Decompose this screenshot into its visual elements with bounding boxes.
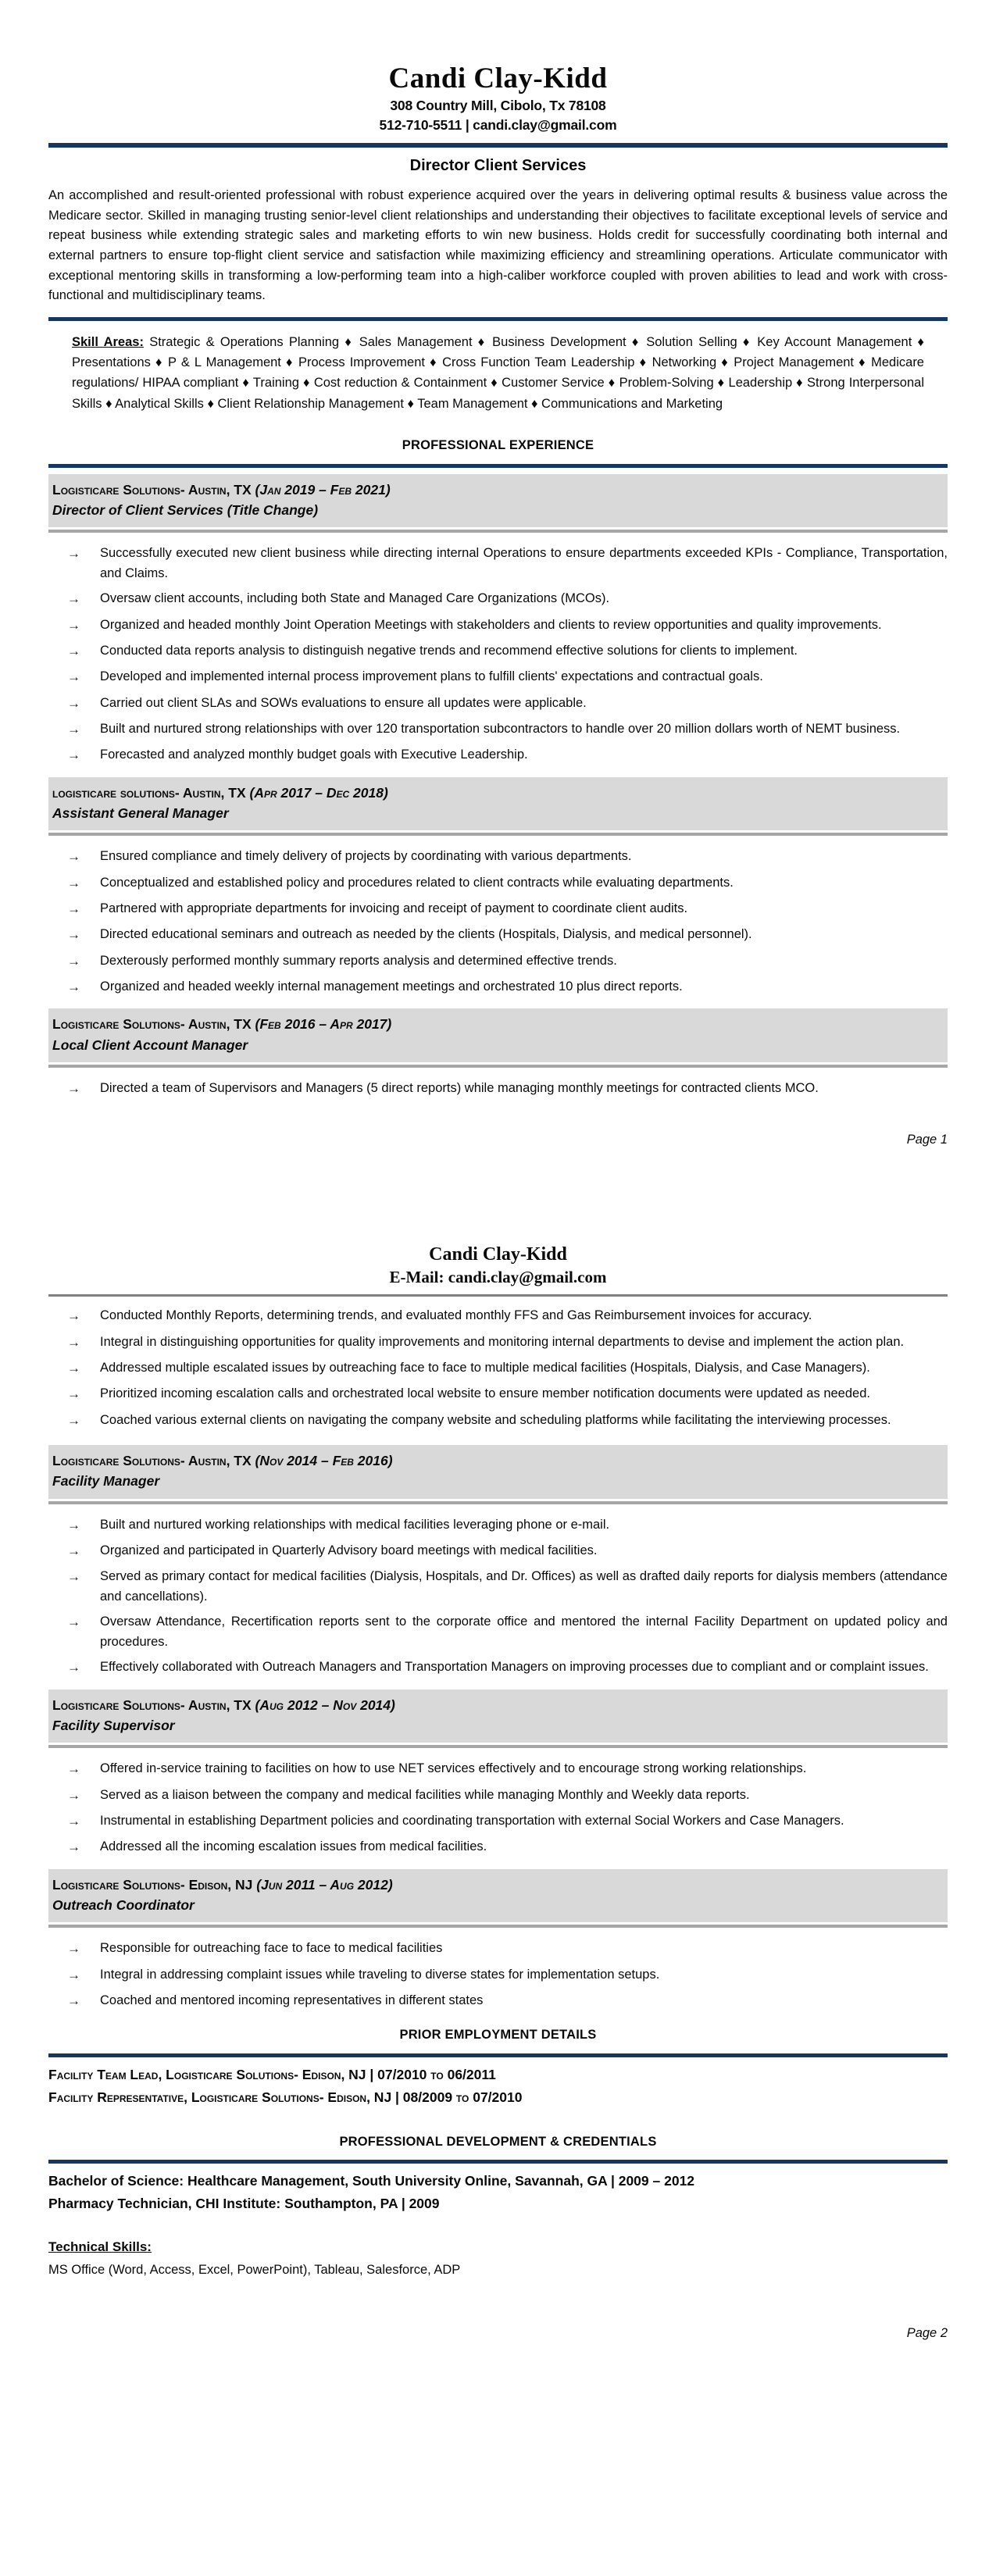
summary-paragraph: An accomplished and result-oriented professional with robust experience acquired over the years in delivering optimal results & business value across the Medicare sector. Skilled in managing trusting senior-level client relationships and understanding their objectives to facilitate exceptional levels of service and repeat business while extending strategic sales and marketing efforts to win new business. Holds credit for successfully coordinating both internal and external partners to ensure top-flight client service and satisfaction while maximizing efficiency and streamlining operations. Articulate communicator with exceptional mentoring skills in transforming a low-performing team into a high-caliber workforce coupled with proven abilities to lead and work with cross-functional and multidisciplinary teams. [48,188,948,303]
job-header-underline [48,530,948,533]
bullet-text: Coached various external clients on navigating the company website and scheduling platforms while facilitating the interviewing processes. [100,1412,891,1427]
job-header-underline [48,1925,948,1928]
arrow-bullet-icon: → [67,953,80,969]
job-company-line [52,783,940,803]
arrow-bullet-icon: → [67,1787,80,1803]
page2-header [48,1243,948,1297]
arrow-bullet-icon: → [67,1660,80,1675]
bullet-text: Organized and headed monthly Joint Operation Meetings with stakeholders and clients to review opportunities and quality improvements. [100,617,882,632]
job-section [48,1008,948,1099]
bullet-item [48,899,948,919]
job-company-line [52,1695,940,1715]
arrow-bullet-icon: → [67,695,80,711]
job-dates: (Nov 2014 – Feb 2016) [255,1453,393,1468]
job-header-underline [48,1501,948,1504]
bullet-text: Organized and headed weekly internal management meetings and orchestrated 10 plus direct reports. [100,979,683,994]
bullet-item [48,1079,948,1099]
bullet-item [48,1837,948,1857]
bullet-item [48,694,948,714]
job-header [48,1689,948,1743]
document-title: Director Client Services [409,157,587,175]
bullet-item [48,589,948,609]
bullet-text: Addressed all the incoming escalation issues from medical facilities. [100,1839,487,1854]
page2-header-divider [48,1294,948,1297]
job-company-location: logisticare solutions- Austin, TX [52,784,250,801]
arrow-bullet-icon: → [67,669,80,685]
arrow-bullet-icon: → [67,1334,80,1350]
arrow-bullet-icon: → [67,1543,80,1558]
skills-label: Skill Areas: [72,334,144,349]
job-company-location: Logisticare Solutions- Austin, TX [52,481,255,498]
job-section [48,777,948,998]
bullet-item [48,1567,948,1607]
bullet-item [48,667,948,687]
arrow-bullet-icon: → [67,1839,80,1855]
bullet-item [48,641,948,662]
arrow-bullet-icon: → [67,901,80,917]
experience-divider [48,464,948,468]
bullet-item [48,1939,948,1959]
bullet-text: Dexterously performed monthly summary reports analysis and determined effective trends. [100,953,617,968]
job-bullet-list [48,544,948,766]
job-header-underline [48,1745,948,1748]
contact-line: 512-710-5511 | candi.clay@gmail.com [379,116,617,133]
bullet-text: Offered in-service training to facilities on how to use NET services effectively and to encourage strong working relationships. [100,1761,807,1776]
bullet-item [48,1306,948,1326]
bullet-text: Oversaw client accounts, including both State and Managed Care Organizations (MCOs). [100,591,610,606]
arrow-bullet-icon: → [67,1080,80,1096]
job-header [48,1008,948,1062]
arrow-bullet-icon: → [67,1761,80,1777]
prior-employment-list [48,2064,948,2109]
bullet-text: Built and nurtured strong relationships with over 120 transportation subcontractors to handle over 20 million dollars worth of NEMT business. [100,722,901,737]
bullet-item [48,1411,948,1431]
page2-email: E-Mail: candi.clay@gmail.com [389,1267,607,1286]
job-section [48,1445,948,1679]
bullet-text: Instrumental in establishing Department policies and coordinating transportation with external Social Workers and Case Managers. [100,1813,844,1828]
bullet-text: Successfully executed new client business while directing internal Operations to ensure departments exceeded KPIs - Compliance, Transportation, and Claims. [100,546,948,580]
prior-employment-entry: Facility Representative, Logisticare Solutions- Edison, NJ | 08/2009 to 07/2010 [48,2089,523,2105]
job-bullet-list [48,847,948,997]
job-dates: (Jan 2019 – Feb 2021) [255,481,391,498]
job-company-location: Logisticare Solutions- Austin, TX [52,1697,255,1713]
arrow-bullet-icon: → [67,979,80,995]
bullet-item [48,1965,948,1986]
job-header [48,1869,948,1923]
bullet-text: Directed educational seminars and outreach as needed by the clients (Hospitals, Dialysis, and medical personnel). [100,927,752,942]
bullet-text: Responsible for outreaching face to face to medical facilities [100,1941,443,1956]
bullet-text: Prioritized incoming escalation calls and orchestrated local website to ensure member notification documents were updated as needed. [100,1386,870,1401]
bullet-text: Conceptualized and established policy and procedures related to client contracts while evaluating departments. [100,875,734,890]
page-number-2: Page 2 [906,2325,948,2340]
bullet-text: Effectively collaborated with Outreach Managers and Transportation Managers on improving processes due to compliant and or complaint issues. [100,1660,929,1675]
job-section [48,1869,948,2012]
bullet-text: Addressed multiple escalated issues by outreaching face to face to multiple medical facilities (Hospitals, Dialysis, and Case Managers). [100,1360,870,1375]
bullet-text: Partnered with appropriate departments for invoicing and receipt of payment to coordinate client audits. [100,901,688,916]
bullet-item [48,951,948,972]
arrow-bullet-icon: → [67,617,80,633]
header-divider [48,143,948,148]
job-company-line [52,1450,940,1471]
bullet-text: Served as primary contact for medical facilities (Dialysis, Hospitals, and Dr. Offices) as well as drafted daily reports for dialysis members (attendance and cancellations). [100,1569,948,1604]
bullet-item [48,1657,948,1678]
bullet-item [48,1991,948,2011]
arrow-bullet-icon: → [67,644,80,659]
bullet-text: Carried out client SLAs and SOWs evaluations to ensure all updates were applicable. [100,695,587,710]
job-header-underline [48,1065,948,1068]
section-heading-experience: PROFESSIONAL EXPERIENCE [402,438,594,453]
bullet-text: Developed and implemented internal process improvement plans to fulfill clients' expectations and contractual goals. [100,669,763,684]
page2-name: Candi Clay-Kidd [429,1243,567,1265]
job-title: Assistant General Manager [52,805,229,822]
arrow-bullet-icon: → [67,875,80,890]
bullet-item [48,1333,948,1353]
bullet-text: Conducted data reports analysis to distinguish negative trends and recommend effective solutions for clients to implement. [100,644,798,658]
job-section [48,474,948,766]
job-header-underline [48,833,948,836]
bullet-text: Oversaw Attendance, Recertification reports sent to the corporate office and mentored the internal Facility Department on updated policy and procedures. [100,1614,948,1649]
bullet-text: Forecasted and analyzed monthly budget goals with Executive Leadership. [100,747,528,762]
skills-list: Strategic & Operations Planning ♦ Sales Management ♦ Business Development ♦ Solution Selling ♦ Key Account Management ♦ Presentations ♦ P & L Management ♦ Process Improvement ♦ Cross Function Team Leadership ♦ Networking ♦ Project Management ♦ Medicare regulations/ HIPAA compliant ♦ Training ♦ Cost reduction & Containment ♦ Customer Service ♦ Problem-Solving ♦ Leadership ♦ Strong Interpersonal Skills ♦ Analytical Skills ♦ Client Relationship Management ♦ Team Management ♦ Communications and Marketing [72,334,924,411]
address-line: 308 Country Mill, Cibolo, Tx 78108 [390,97,606,113]
education-entry: Pharmacy Technician, CHI Institute: Southampton, PA | 2009 [48,2195,440,2211]
bullet-item [48,1541,948,1561]
bullet-item [48,1612,948,1652]
arrow-bullet-icon: → [67,1614,80,1630]
job-header [48,1445,948,1499]
arrow-bullet-icon: → [67,1360,80,1375]
bullet-item [48,1786,948,1806]
bullet-item [48,977,948,997]
experience-list-page1 [48,474,948,1099]
education-list [48,2170,948,2215]
bullet-item [48,925,948,945]
prior-employment-divider [48,2053,948,2057]
job-company-line [52,1875,940,1895]
bullet-text: Directed a team of Supervisors and Managers (5 direct reports) while managing monthly meetings for contracted clients MCO. [100,1080,819,1095]
bullet-item [48,847,948,867]
arrow-bullet-icon: → [67,747,80,763]
arrow-bullet-icon: → [67,927,80,943]
job-title: Facility Supervisor [52,1718,175,1734]
continued-bullet-list [48,1306,948,1431]
experience-list-page2 [48,1445,948,2011]
bullet-item [48,1384,948,1404]
bullet-item [48,873,948,894]
arrow-bullet-icon: → [67,1941,80,1957]
arrow-bullet-icon: → [67,591,80,607]
bullet-text: Built and nurtured working relationships with medical facilities leveraging phone or e-mail. [100,1517,610,1532]
bullet-text: Conducted Monthly Reports, determining trends, and evaluated monthly FFS and Gas Reimbursement invoices for accuracy. [100,1308,812,1323]
prior-employment-entry: Facility Team Lead, Logisticare Solutions- Edison, NJ | 07/2010 to 06/2011 [48,2066,496,2082]
job-bullet-list [48,1939,948,2011]
job-company-line [52,1014,940,1034]
bullet-text: Served as a liaison between the company and medical facilities while managing Monthly and Weekly data reports. [100,1787,750,1802]
job-title: Outreach Coordinator [52,1896,195,1913]
job-company-line [52,480,940,500]
arrow-bullet-icon: → [67,1993,80,2008]
arrow-bullet-icon: → [67,1412,80,1428]
bullet-item [48,1759,948,1779]
bullet-item [48,719,948,740]
job-header [48,777,948,831]
bullet-text: Coached and mentored incoming representatives in different states [100,1993,484,2007]
bullet-item [48,1811,948,1832]
job-dates: (Aug 2012 – Nov 2014) [255,1697,395,1713]
job-bullet-list [48,1079,948,1099]
bullet-item [48,1358,948,1379]
job-company-location: Logisticare Solutions- Austin, TX [52,1016,255,1033]
arrow-bullet-icon: → [67,1386,80,1402]
bullet-text: Integral in distinguishing opportunities for quality improvements and monitoring internal departments to devise and implement the action plan. [100,1334,905,1349]
arrow-bullet-icon: → [67,1813,80,1829]
job-title: Facility Manager [52,1473,160,1490]
job-section [48,1689,948,1858]
job-title: Director of Client Services (Title Change) [52,502,319,519]
bullet-text: Organized and participated in Quarterly Advisory board meetings with medical facilities. [100,1543,598,1557]
job-bullet-list [48,1515,948,1679]
arrow-bullet-icon: → [67,1308,80,1324]
education-entry: Bachelor of Science: Healthcare Management, South University Online, Savannah, GA | 2009 – 2012 [48,2173,695,2189]
job-dates: (Jun 2011 – Aug 2012) [256,1876,393,1893]
skills-paragraph [48,327,948,423]
arrow-bullet-icon: → [67,1967,80,1982]
technical-skills-label: Technical Skills: [48,2239,152,2254]
arrow-bullet-icon: → [67,722,80,737]
bullet-text: Ensured compliance and timely delivery of projects by coordinating with various departments. [100,849,632,864]
arrow-bullet-icon: → [67,849,80,865]
section-heading-prior-employment: PRIOR EMPLOYMENT DETAILS [399,2028,597,2043]
bullet-text: Integral in addressing complaint issues while traveling to diverse states for implementation setups. [100,1967,660,1982]
technical-skills-items: MS Office (Word, Access, Excel, PowerPoint), Tableau, Salesforce, ADP [48,2263,461,2278]
bullet-item [48,544,948,583]
skills-top-divider [48,317,948,321]
development-divider [48,2160,948,2164]
job-company-location: Logisticare Solutions- Edison, NJ [52,1876,257,1893]
job-title: Local Client Account Manager [52,1036,248,1053]
job-bullet-list [48,1759,948,1857]
arrow-bullet-icon: → [67,546,80,562]
job-dates: (Feb 2016 – Apr 2017) [255,1016,392,1033]
arrow-bullet-icon: → [67,1517,80,1532]
section-heading-development: PROFESSIONAL DEVELOPMENT & CREDENTIALS [339,2134,657,2149]
job-company-location: Logisticare Solutions- Austin, TX [52,1453,255,1468]
page-title: Candi Clay-Kidd [388,62,608,95]
bullet-item [48,1515,948,1536]
technical-skills-block [48,2237,948,2281]
bullet-item [48,745,948,765]
page-number-1: Page 1 [906,1133,948,1147]
job-dates: (Apr 2017 – Dec 2018) [249,784,388,801]
arrow-bullet-icon: → [67,1569,80,1585]
bullet-item [48,615,948,636]
job-header [48,474,948,528]
